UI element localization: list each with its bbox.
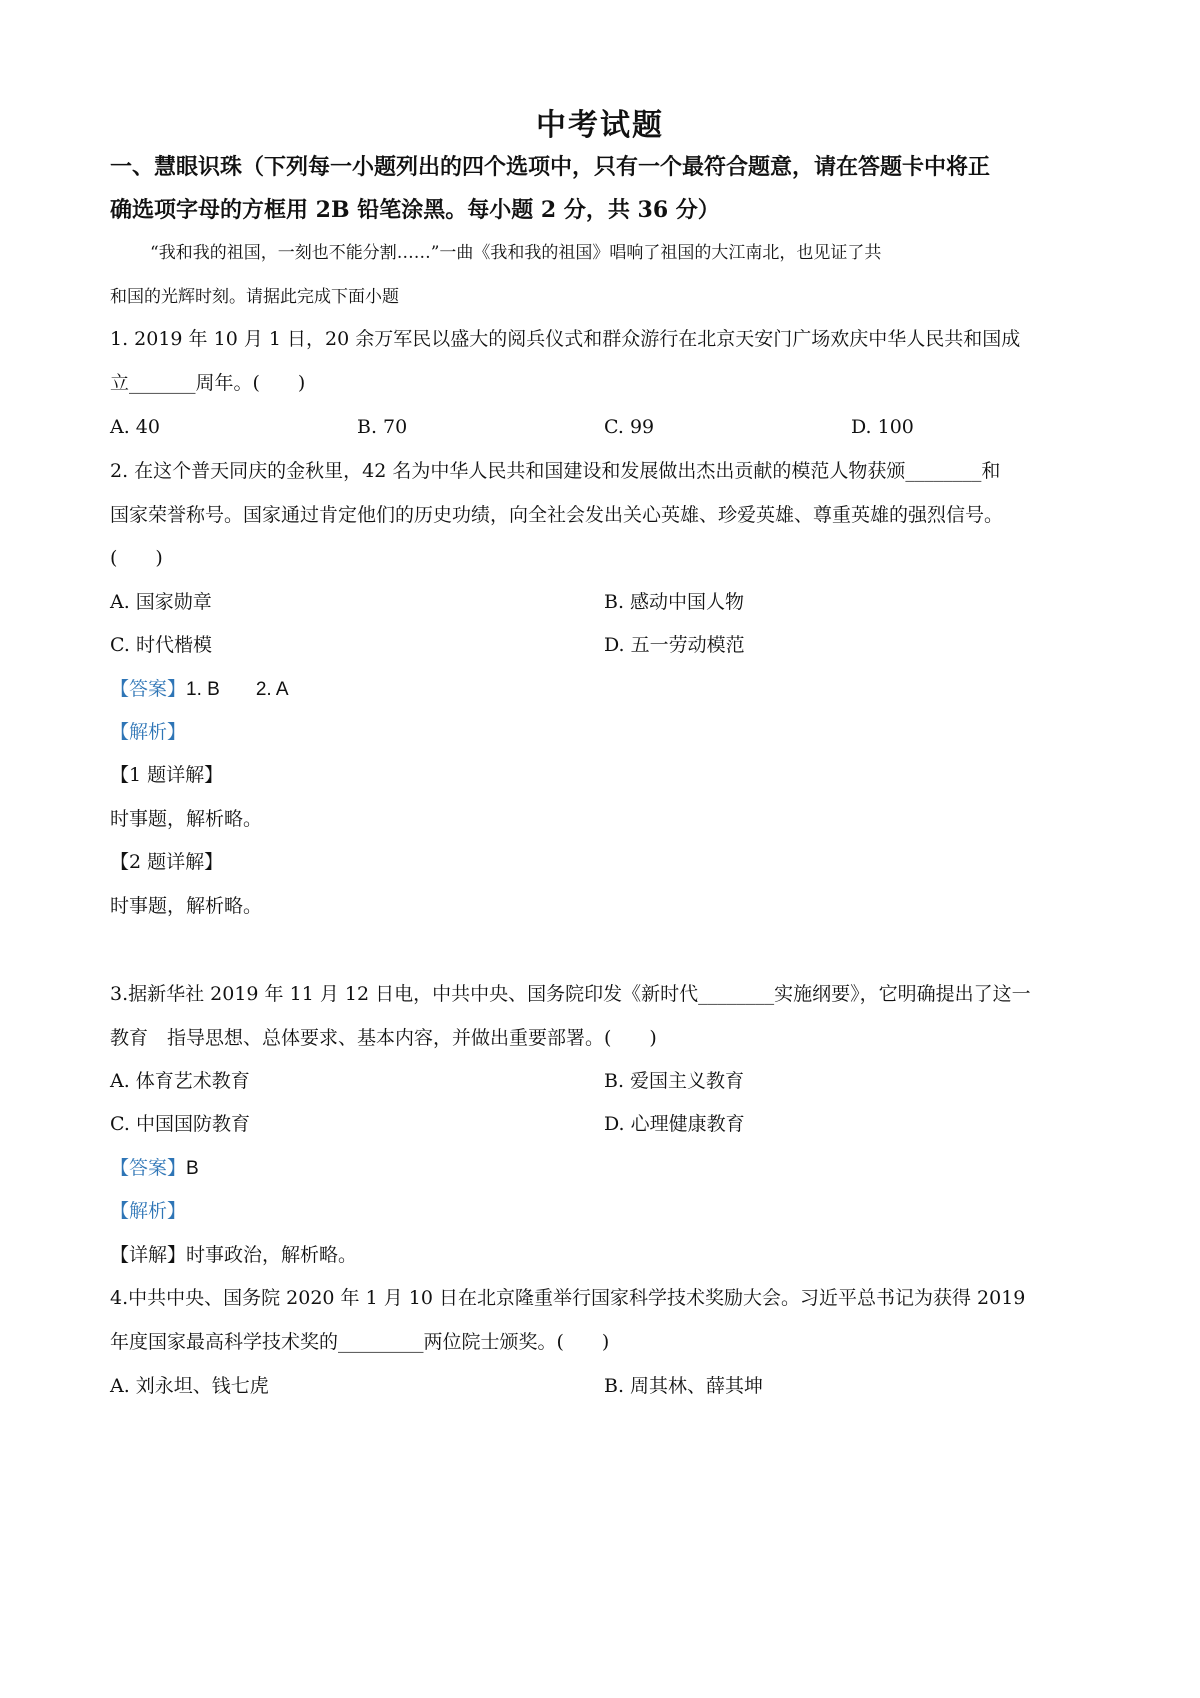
q2-option-a[interactable]: A. 国家勋章 bbox=[110, 591, 212, 613]
q2-option-d[interactable]: D. 五一劳动模范 bbox=[604, 634, 745, 656]
q1-option-b[interactable]: B. 70 bbox=[357, 416, 408, 438]
question-3-line-1: 3.据新华社 2019 年 11 月 12 日电，中共中央、国务院印发《新时代________实施纲要》，它明确提出了这一 bbox=[110, 983, 1031, 1005]
detail-2-title: 【2 题详解】 bbox=[110, 851, 224, 873]
answer-2-value: 2. A bbox=[255, 679, 289, 700]
q1-option-a[interactable]: A. 40 bbox=[110, 416, 160, 438]
q3-option-c[interactable]: C. 中国国防教育 bbox=[110, 1113, 250, 1135]
answer-1-2 bbox=[110, 676, 289, 703]
answer-3 bbox=[110, 1155, 199, 1182]
answer-label: 【答案】 bbox=[110, 1157, 187, 1179]
question-2-line-1: 2. 在这个普天同庆的金秋里，42 名为中华人民共和国建设和发展做出杰出贡献的模范人物获颁________和 bbox=[110, 460, 1001, 482]
question-4-line-2: 年度国家最高科学技术奖的_________两位院士颁奖。( ) bbox=[110, 1331, 610, 1353]
q3-option-a[interactable]: A. 体育艺术教育 bbox=[110, 1070, 250, 1092]
question-1-line-2: 立_______周年。( ) bbox=[110, 372, 306, 394]
q1-option-d[interactable]: D. 100 bbox=[851, 416, 914, 438]
page-title: 中考试题 bbox=[536, 108, 664, 143]
intro-line-1: “我和我的祖国，一刻也不能分割……”一曲《我和我的祖国》唱响了祖国的大江南北，也见证了共 bbox=[150, 243, 882, 263]
answer-3-value: B bbox=[186, 1158, 199, 1179]
intro-line-2: 和国的光辉时刻。请据此完成下面小题 bbox=[110, 287, 399, 307]
analysis-label: 【解析】 bbox=[110, 1200, 187, 1222]
detail-3: 【详解】时事政治，解析略。 bbox=[110, 1244, 358, 1266]
detail-1-text: 时事题，解析略。 bbox=[110, 808, 263, 830]
question-4-line-1: 4.中共中央、国务院 2020 年 1 月 10 日在北京隆重举行国家科学技术奖励大会。习近平总书记为获得 2019 bbox=[110, 1287, 1026, 1309]
q4-option-b[interactable]: B. 周其林、薛其坤 bbox=[604, 1375, 764, 1397]
analysis-label: 【解析】 bbox=[110, 721, 187, 743]
detail-2-text: 时事题，解析略。 bbox=[110, 895, 263, 917]
q2-option-c[interactable]: C. 时代楷模 bbox=[110, 634, 212, 656]
q3-option-b[interactable]: B. 爱国主义教育 bbox=[604, 1070, 745, 1092]
section-heading-line-2: 确选项字母的方框用 2B 铅笔涂黑。每小题 2 分，共 36 分） bbox=[110, 197, 720, 223]
detail-1-title: 【1 题详解】 bbox=[110, 764, 224, 786]
section-heading-line-1: 一、慧眼识珠（下列每一小题列出的四个选项中，只有一个最符合题意，请在答题卡中将正 bbox=[110, 154, 991, 180]
answer-1-value: 1. B bbox=[186, 679, 220, 700]
q3-option-d[interactable]: D. 心理健康教育 bbox=[604, 1113, 745, 1135]
question-2-line-3: ( ) bbox=[110, 547, 163, 569]
q2-option-b[interactable]: B. 感动中国人物 bbox=[604, 591, 745, 613]
question-1-line-1: 1. 2019 年 10 月 1 日，20 余万军民以盛大的阅兵仪式和群众游行在北京天安门广场欢庆中华人民共和国成 bbox=[110, 328, 1021, 350]
q4-option-a[interactable]: A. 刘永坦、钱七虎 bbox=[110, 1375, 269, 1397]
question-3-line-2: 教育 指导思想、总体要求、基本内容，并做出重要部署。( ) bbox=[110, 1027, 657, 1049]
answer-label: 【答案】 bbox=[110, 678, 187, 700]
question-2-line-2: 国家荣誉称号。国家通过肯定他们的历史功绩，向全社会发出关心英雄、珍爱英雄、尊重英雄的强烈信号。 bbox=[110, 504, 1004, 526]
q1-option-c[interactable]: C. 99 bbox=[604, 416, 655, 438]
